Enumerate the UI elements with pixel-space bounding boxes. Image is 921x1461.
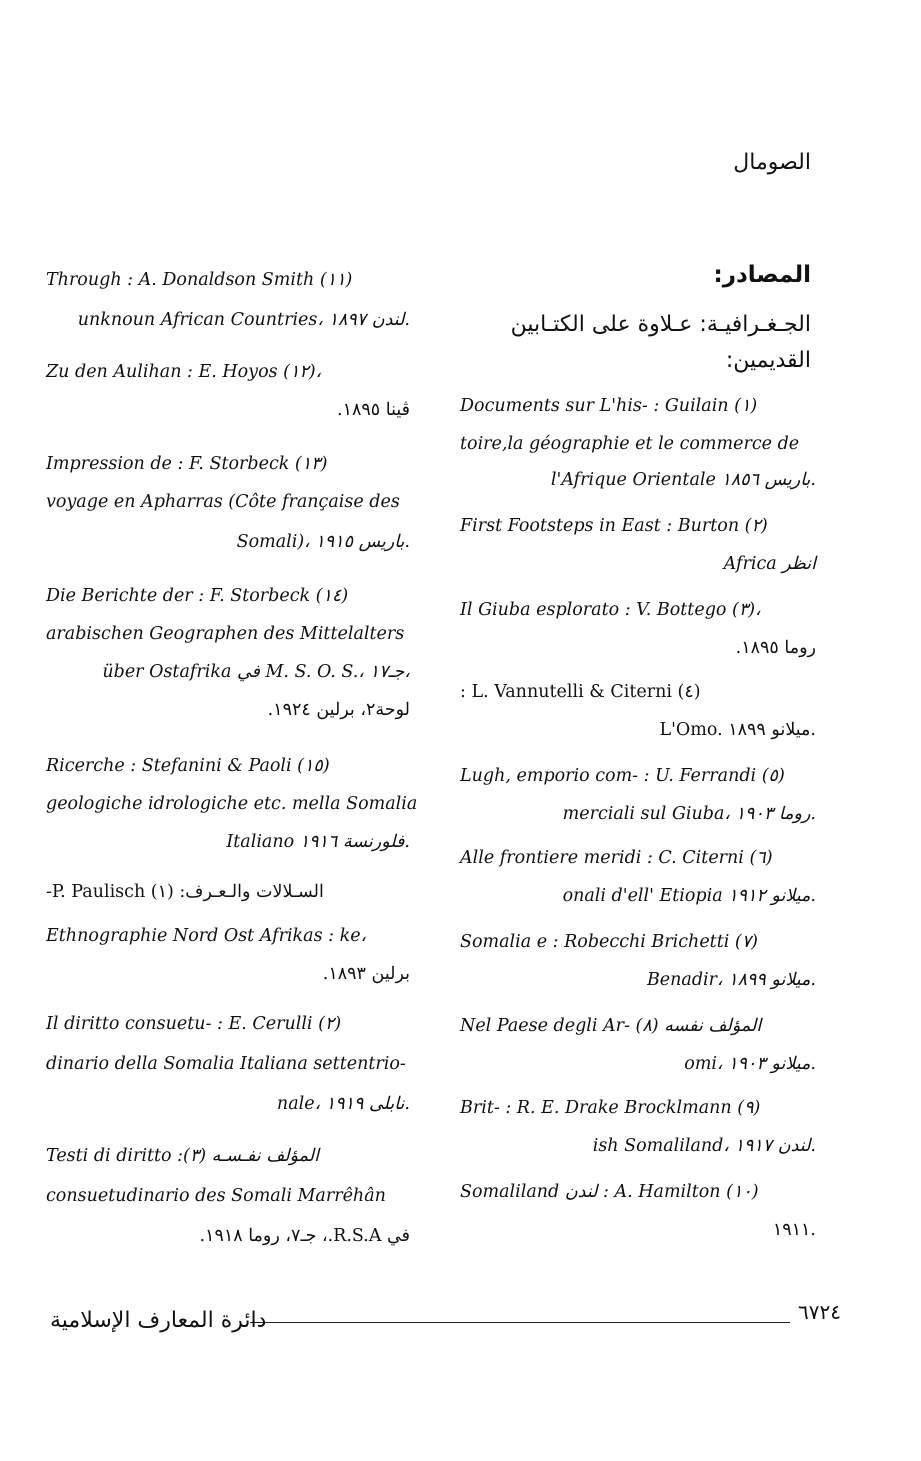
page-number: ٦٧٢٤ xyxy=(798,1300,841,1324)
left-reference-line: dinario della Somalia Italiana settentrio- xyxy=(46,1054,406,1074)
left-reference-line: consuetudinario des Somali Marrêhân xyxy=(46,1186,386,1206)
left-reference-line: Il diritto consuetu- : E. Cerulli (٢) xyxy=(46,1014,342,1034)
right-reference-line: onali d'ell' Etiopia ميلانو ١٩١٢. xyxy=(562,886,816,906)
right-reference-line: L'Omo. ميلانو ١٨٩٩. xyxy=(659,720,816,740)
right-reference-line: Lugh, emporio com- : U. Ferrandi (٥) xyxy=(460,766,785,786)
left-reference-line: Ethnographie Nord Ost Afrikas : ke، xyxy=(46,926,367,946)
sources-heading: المصادر: xyxy=(713,262,811,288)
left-reference-line: unknoun African Countries، لندن ١٨٩٧. xyxy=(77,310,410,330)
geography-subheading: الجـغـرافيـة: عـلاوة على الكتـابين xyxy=(510,312,811,337)
left-reference-line: ڤينا ١٨٩٥. xyxy=(336,400,410,420)
left-reference-line: في R.S.A.، جـ٧، روما ١٩١٨. xyxy=(199,1226,410,1246)
left-reference-line: über Ostafrika في M. S. O. S.، جـ١٧، xyxy=(102,662,410,682)
right-reference-line: toire,la géographie et le commerce de xyxy=(460,434,800,454)
left-reference-line: السـلالات والـعـرف: (١) P. Paulisch- xyxy=(46,882,324,902)
left-reference-line: لوحة٢، برلين ١٩٢٤. xyxy=(267,700,410,720)
left-reference-line: Ricerche : Stefanini & Paoli (١٥) xyxy=(46,756,330,776)
right-reference-line: : L. Vannutelli & Citerni (٤) xyxy=(460,682,701,702)
right-reference-line: Nel Paese degli Ar- (٨) المؤلف نفسه xyxy=(460,1016,762,1036)
right-reference-line: Somalia e : Robecchi Brichetti (٧) xyxy=(460,932,758,952)
left-reference-line: Somali)، باريس ١٩١٥. xyxy=(236,532,410,552)
right-reference-line: Il Giuba esplorato : V. Bottego (٣)، xyxy=(460,600,761,620)
left-reference-line: Testi di diritto :المؤلف نفـسـه (٣) xyxy=(46,1146,319,1166)
right-reference-line: omi، ميلانو ١٩٠٣. xyxy=(684,1054,816,1074)
left-reference-line: برلين ١٨٩٣. xyxy=(322,964,410,984)
right-reference-line: First Footsteps in East : Burton (٢) xyxy=(460,516,768,536)
left-reference-line: geologiche idrologiche etc. mella Somalia xyxy=(46,794,418,814)
left-reference-line: nale، نابلى ١٩١٩. xyxy=(276,1094,410,1114)
right-reference-line: Documents sur L'his- : Guilain (١) xyxy=(460,396,758,416)
left-reference-line: Impression de : F. Storbeck (١٣) xyxy=(46,454,328,474)
left-reference-line: Italiano فلورنسة ١٩١٦. xyxy=(226,832,410,852)
right-reference-line: ١٩١١. xyxy=(772,1220,816,1240)
right-reference-line: Brit- : R. E. Drake Brocklmann (٩) xyxy=(460,1098,761,1118)
left-reference-line: Zu den Aulihan : E. Hoyos (١٢)، xyxy=(46,362,322,382)
right-reference-line: ish Somaliland، لندن ١٩١٧. xyxy=(592,1136,816,1156)
left-reference-line: voyage en Apharras (Côte française des xyxy=(46,492,400,512)
right-reference-line: Alle frontiere meridi : C. Citerni (٦) xyxy=(460,848,773,868)
right-reference-line: Benadir، ميلانو ١٨٩٩. xyxy=(646,970,816,990)
left-reference-line: Die Berichte der : F. Storbeck (١٤) xyxy=(46,586,349,606)
geography-subheading-cont: القديمين: xyxy=(725,348,811,373)
right-reference-line: l'Afrique Orientale باريس ١٨٥٦. xyxy=(550,470,816,490)
right-reference-line: Africa انظر xyxy=(723,554,816,574)
footer-rule xyxy=(250,1322,790,1323)
right-reference-line: Somaliland لندن : A. Hamilton (١٠) xyxy=(460,1182,759,1202)
right-reference-line: merciali sul Giuba، روما ١٩٠٣. xyxy=(562,804,816,824)
running-header: الصومال xyxy=(733,150,811,175)
right-reference-line: روما ١٨٩٥. xyxy=(735,638,816,658)
left-reference-line: arabischen Geographen des Mittelalters xyxy=(46,624,405,644)
left-reference-line: Through : A. Donaldson Smith (١١) xyxy=(46,270,353,290)
publication-name: دائرة المعارف الإسلامية xyxy=(50,1308,267,1333)
